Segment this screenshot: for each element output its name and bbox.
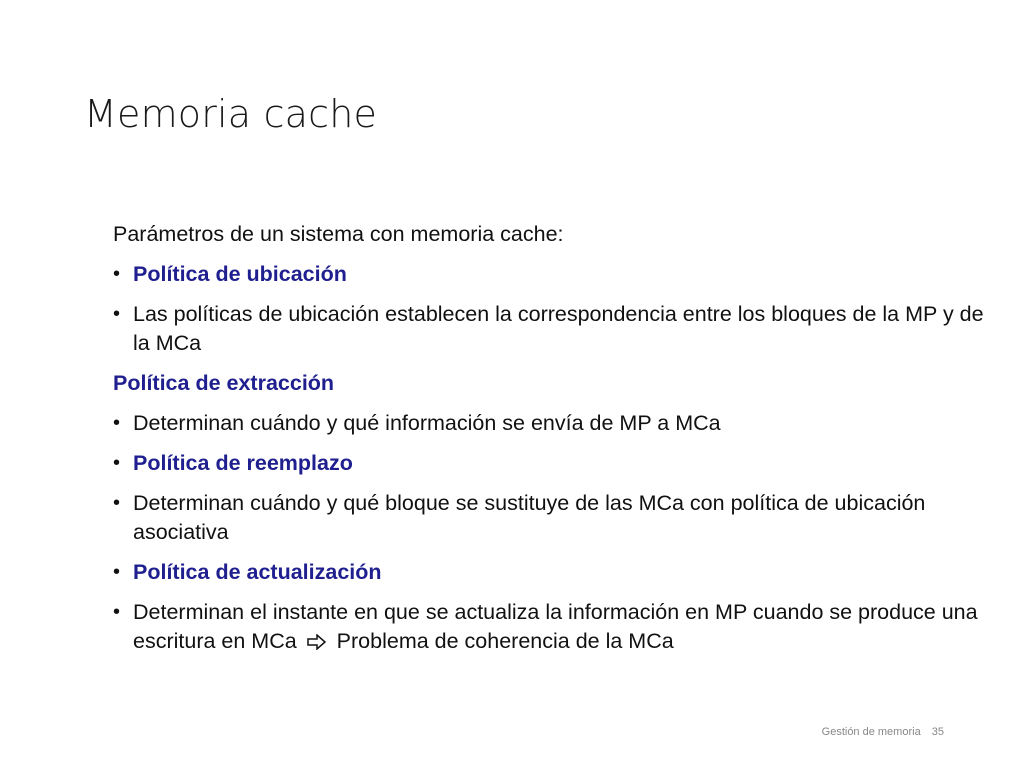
heading-politica-actualizacion: Política de actualización: [133, 560, 382, 584]
bullet: •: [113, 452, 121, 474]
heading-politica-ubicacion: Política de ubicación: [133, 262, 347, 286]
heading-politica-reemplazo: Política de reemplazo: [133, 451, 353, 475]
list-item-politica-actualizacion: [113, 558, 993, 587]
right-arrow-outline-icon: [307, 629, 327, 658]
list-item-politica-ubicacion: [113, 260, 993, 289]
slide-title: Memoria cache: [84, 92, 378, 136]
intro-text: Parámetros de un sistema con memoria cache:: [113, 222, 564, 246]
slide-footer: [822, 726, 944, 738]
actualizacion-description: Determinan el instante en que se actualiza la información en MP cuando se produce una escritura en MCa: [133, 600, 978, 653]
list-item-ubicacion-description: [113, 300, 993, 358]
footer-section: Gestión de memoria: [821, 726, 921, 738]
list-item-extraccion-description: [113, 409, 993, 438]
bullet: •: [113, 263, 121, 285]
bullet: •: [113, 492, 121, 514]
bullet: •: [113, 601, 121, 623]
extraccion-description: Determinan cuándo y qué información se envía de MP a MCa: [133, 411, 721, 435]
bullet: •: [113, 561, 121, 583]
heading-politica-extraccion-container: [113, 369, 993, 398]
bullet: •: [113, 303, 121, 325]
slide-body: [113, 220, 993, 669]
ubicacion-description: Las políticas de ubicación establecen la correspondencia entre los bloques de la MP y de la MCa: [133, 302, 984, 355]
bullet: •: [113, 412, 121, 434]
page-number: 35: [931, 726, 944, 738]
heading-politica-extraccion: Política de extracción: [113, 371, 335, 395]
list-item-actualizacion-description: [113, 598, 993, 658]
reemplazo-description: Determinan cuándo y qué bloque se sustituye de las MCa con política de ubicación asociativa: [133, 491, 926, 544]
coherence-problem-text: Problema de coherencia de la MCa: [336, 629, 674, 653]
list-item-politica-reemplazo: [113, 449, 993, 478]
list-item-reemplazo-description: [113, 489, 993, 547]
